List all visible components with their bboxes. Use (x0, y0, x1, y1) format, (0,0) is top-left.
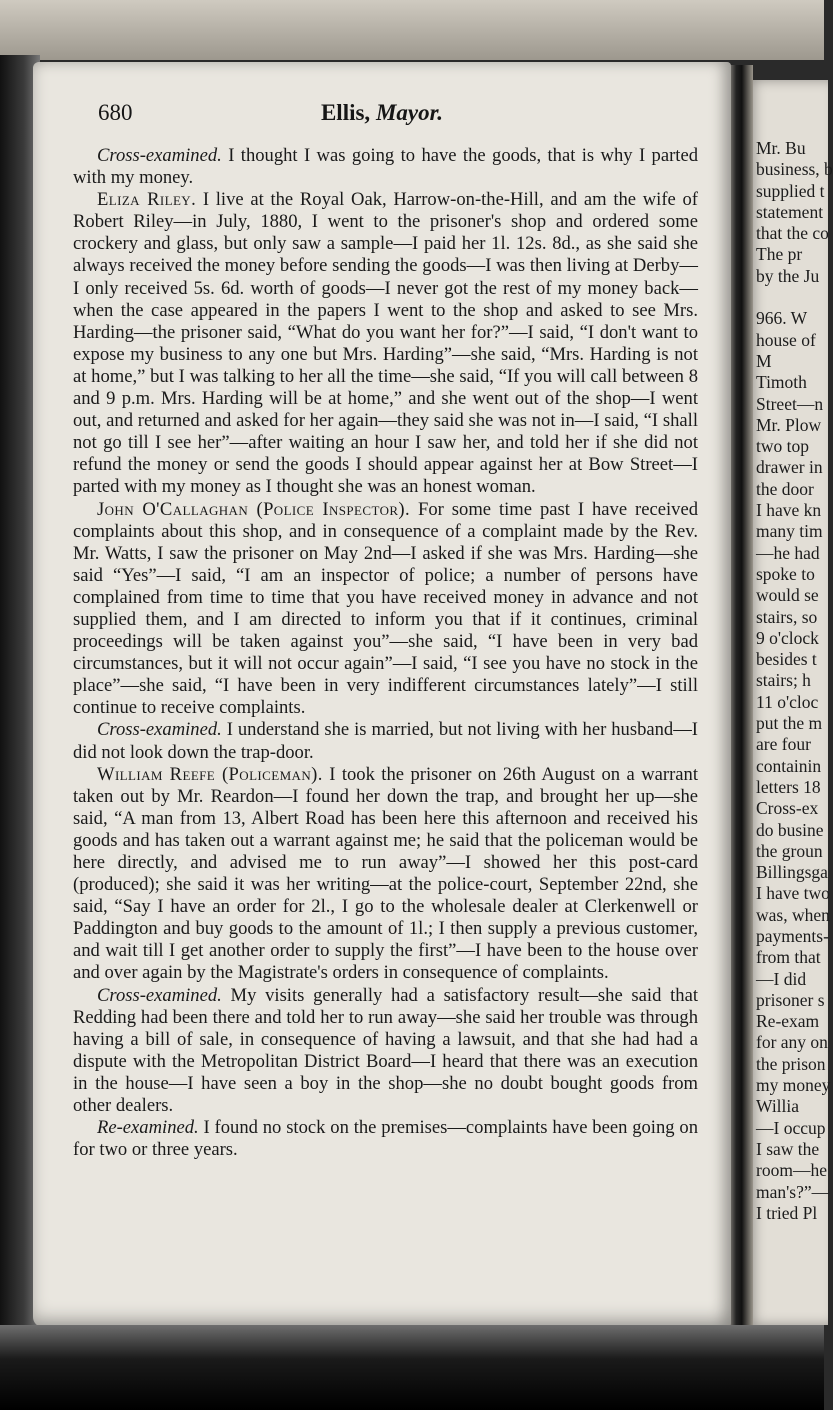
facing-page-line: Cross-ex (756, 798, 819, 819)
facing-page-line: 966. W (756, 308, 808, 329)
facing-page-line: the prison (756, 1053, 826, 1074)
facing-page-line: —I did (756, 968, 807, 989)
facing-page-line: drawer in (756, 457, 823, 478)
facing-page-line: by the Ju (756, 265, 820, 286)
facing-page-line: I saw the (756, 1138, 820, 1159)
running-title-role: Mayor. (375, 100, 444, 125)
paragraph (73, 1117, 698, 1161)
facing-page-line: prisoner s (756, 989, 825, 1010)
paragraph-text: I found no stock on the premises—complaints have been going on for two or three years. (73, 1117, 698, 1161)
facing-page-line: 9 o'clock (756, 627, 819, 648)
paragraph-label: Cross-examined. (97, 719, 222, 741)
facing-page-line: many tim (756, 521, 823, 542)
facing-page-line: Re-exam (756, 1011, 820, 1032)
paragraph (73, 764, 698, 985)
facing-page-line: Billingsga (756, 862, 828, 883)
facing-page-text (756, 138, 833, 1224)
facing-page-line: put the m (756, 713, 823, 734)
facing-page-line: I have kn (756, 500, 822, 521)
witness-name: William Reefe (Policeman). (97, 763, 323, 785)
facing-page-line: I have two (756, 883, 830, 904)
facing-page-line: statement (756, 201, 824, 222)
facing-page-line: would se (756, 585, 819, 606)
facing-page-line: Willia (756, 1096, 800, 1117)
facing-page-line: business, b (756, 159, 833, 180)
witness-name: John O'Callaghan (Police Inspector). (97, 498, 411, 520)
facing-page-line: stairs, so (756, 606, 818, 627)
facing-page-line: the groun (756, 840, 823, 861)
facing-page-line: —he had (756, 542, 820, 563)
facing-page-line: Mr. Bu (756, 138, 806, 158)
paragraph-text: I took the prisoner on 26th August on a warrant taken out by Mr. Reardon—I found her down the trap, and brought her up—she said, “A man from 13, Albert Road has been here this afternoon and received his goods and has taken out a warrant against me; he said that the policeman would be here directly, and advised me to run away”—I showed her this post-card (produced); she said it was her writing—at the police-court, September 22nd, she said, “Say I have an order for 2l., I go to the wholesale dealer at Clerkenwell or Paddington and buy goods to the amount of 1l.; I then supply a previous customer, and wait till I get another order to supply the first”—I have been to the house over and over again by the Magistrate's orders in consequence of complaints. (73, 763, 698, 984)
paragraph-text: I thought I was going to have the goods, that is why I parted with my money. (73, 145, 698, 189)
paragraph-text: My visits generally had a satisfactory result—she said that Redding had been there and told her to run away—she said her trouble was through having a bill of sale, in consequence of having a lawsuit, and that she had had a dispute with the Metropolitan District Board—I heard that there was an execution in the house—I have seen a boy in the shop—she no doubt bought goods from other dealers. (73, 984, 698, 1117)
paragraph-label: Cross-examined. (97, 984, 222, 1006)
facing-page-line: besides t (756, 649, 817, 670)
facing-page-line: I tried Pl (756, 1202, 818, 1223)
scan-bottom-margin (0, 1325, 824, 1410)
facing-page-line: from that (756, 947, 821, 968)
facing-page-line: stairs; h (756, 670, 811, 691)
facing-page-line: room—he (756, 1160, 827, 1181)
facing-page-line: my money (756, 1075, 831, 1096)
scan-top-margin (0, 0, 824, 60)
paragraph-text: For some time past I have received complaints about this shop, and in consequence of a complaint made by the Rev. Mr. Watts, I saw the prisoner on May 2nd—I asked if she was Mrs. Harding—she said “Yes”—I said, “I am an inspector of police; a number of persons have complained from time to time that you have received money in advance and not supplied them, and I am directed to inform you that if it continues, criminal proceedings will be taken against you”—she said, “I have been in very bad circumstances, but it will not occur again”—I said, “I see you have no stock in the place”—she said, “I have been in very indifferent circumstances lately”—I still continue to receive complaints. (73, 498, 698, 719)
facing-page-line: that the co (756, 223, 829, 244)
paragraph-text: I live at the Royal Oak, Harrow-on-the-Hill, and am the wife of Robert Riley—in July, 1880, I went to the prisoner's shop and ordered some crockery and glass, but only saw a sample—I paid her 1l. 12s. 8d., as she said she always received the money before sending the goods—I was then living at Derby—I only received 5s. 6d. worth of goods—I never got the rest of my money back—when the case appeared in the papers I went to the shop and asked to see Mrs. Harding—the prisoner said, “What do you want her for?”—I said, “I don't want to expose my business to any one but Mrs. Harding”—she said, “Mrs. Harding is not at home,” but I was talking to her all the time—she said, “If you will call between 8 and 9 p.m. Mrs. Harding will be at home,” and she went out of the shop—I went out, and returned and asked for her again—they said she was not in—I said, “I shall not go till I see her”—after waiting an hour I saw her, and told her if she did not refund the money or send the goods I should appear against her at Bow Street—I parted with my money as I thought she was an honest woman. (73, 189, 698, 498)
facing-page-line: house of (756, 329, 816, 350)
facing-page-line: supplied t (756, 180, 825, 201)
facing-page-line: Street—n (756, 393, 824, 414)
facing-page-line: the door (756, 478, 814, 499)
facing-page-line: man's?”— (756, 1181, 830, 1202)
facing-page-line: The pr (756, 244, 803, 265)
facing-page-line: M (756, 350, 772, 371)
paragraph-label: Cross-examined. (97, 145, 222, 166)
facing-page-line: letters 18 (756, 776, 821, 797)
running-title (62, 100, 702, 126)
paragraph (73, 499, 698, 720)
paragraph (73, 719, 698, 763)
facing-page-line: 11 o'cloc (756, 691, 819, 712)
facing-page-line: —I occup (756, 1117, 826, 1138)
page-number: 680 (98, 100, 133, 125)
paragraph (73, 145, 698, 189)
main-text-column (73, 145, 698, 1161)
running-header (62, 100, 702, 136)
facing-page-line: payments- (756, 925, 829, 946)
facing-page-line: spoke to (756, 563, 815, 584)
facing-page-line (756, 287, 826, 308)
facing-page-line: for any on (756, 1032, 828, 1053)
paragraph-label: Re-examined. (97, 1117, 199, 1139)
paragraph-text: I understand she is married, but not living with her husband—I did not look down the trap-door. (73, 719, 698, 763)
facing-page-line: was, when (756, 904, 830, 925)
witness-name: Eliza Riley. (97, 189, 197, 211)
facing-page-line: do busine (756, 819, 824, 840)
facing-page-line: are four (756, 734, 811, 755)
paragraph (73, 189, 698, 498)
running-title-name: Ellis, (320, 100, 371, 125)
paragraph (73, 985, 698, 1118)
facing-page-line: two top (756, 436, 809, 457)
facing-page-line: containin (756, 755, 822, 776)
facing-page-line: Mr. Plow (756, 414, 822, 435)
facing-page-line: Timoth (756, 372, 807, 393)
